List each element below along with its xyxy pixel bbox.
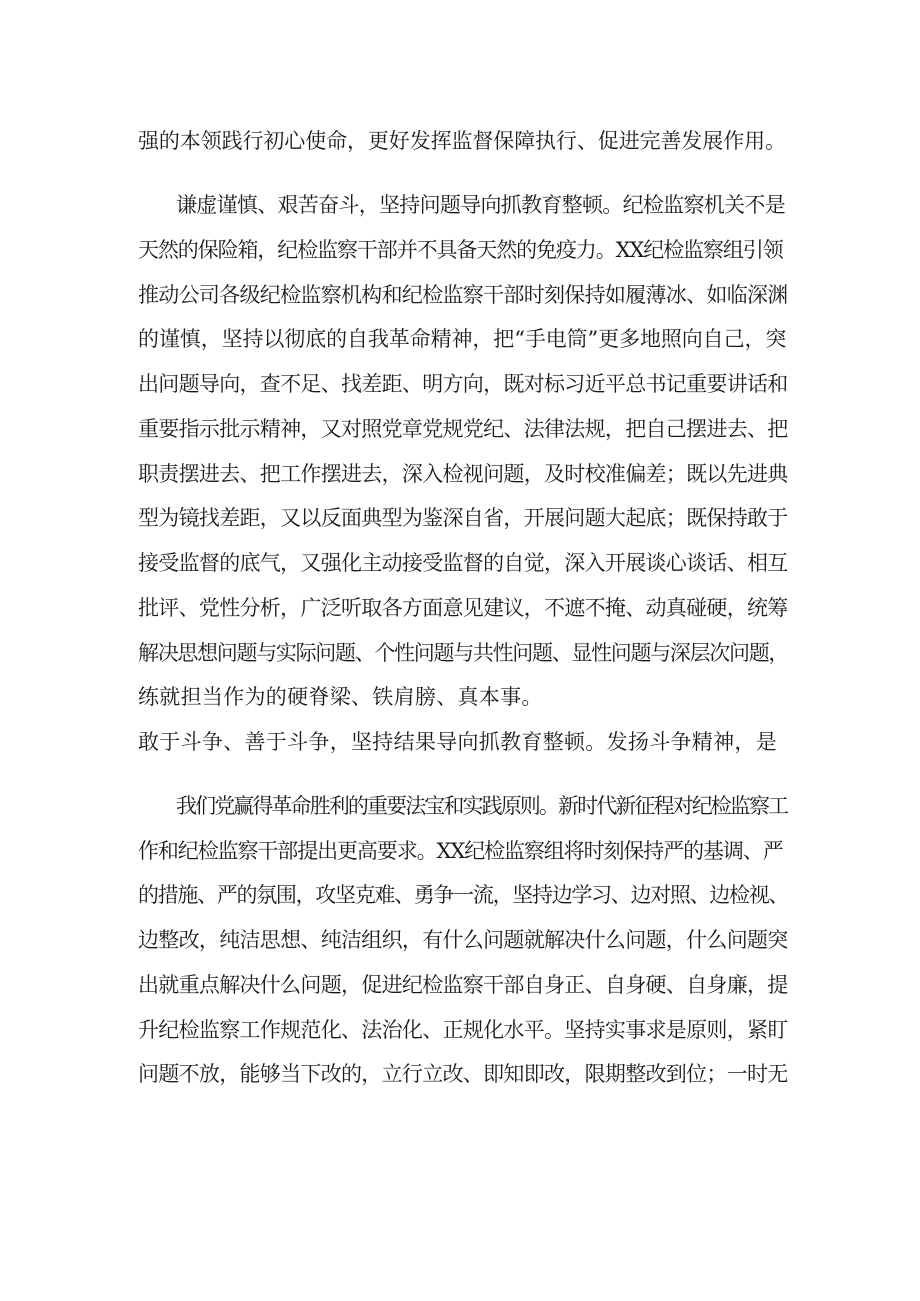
text-line: 出问题导向，查不足、找差距、明方向，既对标习近平总书记重要讲话和 bbox=[138, 372, 788, 396]
paragraph-first-line: 我们党赢得革命胜利的重要法宝和实践原则。新时代新征程对纪检监察工 bbox=[176, 794, 788, 818]
text-line: 升纪检监察工作规范化、法治化、正规化水平。坚持实事求是原则，紧盯 bbox=[138, 1018, 788, 1042]
text-line: 边整改，纯洁思想、纯洁组织，有什么问题就解决什么问题，什么问题突 bbox=[138, 928, 788, 952]
text-line: 强的本领践行初心使命，更好发挥监督保障执行、促进完善发展作用。 bbox=[138, 129, 786, 153]
text-line: 解决思想问题与实际问题、个性问题与共性问题、显性问题与深层次问题， bbox=[138, 641, 789, 665]
text-line: 接受监督的底气，又强化主动接受监督的自觉，深入开展谈心谈话、相互 bbox=[138, 551, 788, 575]
text-line: 问题不放，能够当下改的，立行立改、即知即改，限期整改到位；一时无 bbox=[138, 1062, 788, 1086]
text-line: 批评、党性分析，广泛听取各方面意见建议，不遮不掩、动真碰硬，统筹 bbox=[138, 596, 788, 620]
text-line: 的谨慎，坚持以彻底的自我革命精神，把“手电筒”更多地照向自己，突 bbox=[138, 327, 787, 351]
text-line: 天然的保险箱，纪检监察干部并不具备天然的免疫力。XX纪检监察组引领 bbox=[138, 238, 783, 262]
text-line bbox=[138, 1102, 788, 1136]
paragraph-first-line: 谦虚谨慎、艰苦奋斗，坚持问题导向抓教育整顿。纪检监察机关不是 bbox=[176, 193, 785, 217]
text-line: 职责摆进去、把工作摆进去，深入检视问题，及时校准偏差；既以先进典 bbox=[138, 462, 788, 486]
text-line: 出就重点解决什么问题，促进纪检监察干部自身正、自身硬、自身廉，提 bbox=[138, 973, 788, 997]
text-line: 练就担当作为的硬脊梁、铁肩膀、真本事。 bbox=[138, 685, 543, 709]
text-line: 推动公司各级纪检监察机构和纪检监察干部时刻保持如履薄冰、如临深渊 bbox=[138, 283, 788, 307]
text-line: 的措施、严的氛围，攻坚克难、勇争一流，坚持边学习、边对照、边检视、 bbox=[138, 883, 789, 907]
text-line: 作和纪检监察干部提出更高要求。XX纪检监察组将时刻保持严的基调、严 bbox=[138, 839, 783, 863]
text-line: 型为镜找差距，又以反面典型为鉴深自省，开展问题大起底；既保持敢于 bbox=[138, 506, 788, 530]
text-line: 重要指示批示精神，又对照党章党规党纪、法律法规，把自己摆进去、把 bbox=[138, 417, 788, 441]
text-line bbox=[138, 1147, 788, 1181]
text-line: 敢于斗争、善于斗争，坚持结果导向抓教育整顿。发扬斗争精神，是 bbox=[138, 730, 777, 754]
